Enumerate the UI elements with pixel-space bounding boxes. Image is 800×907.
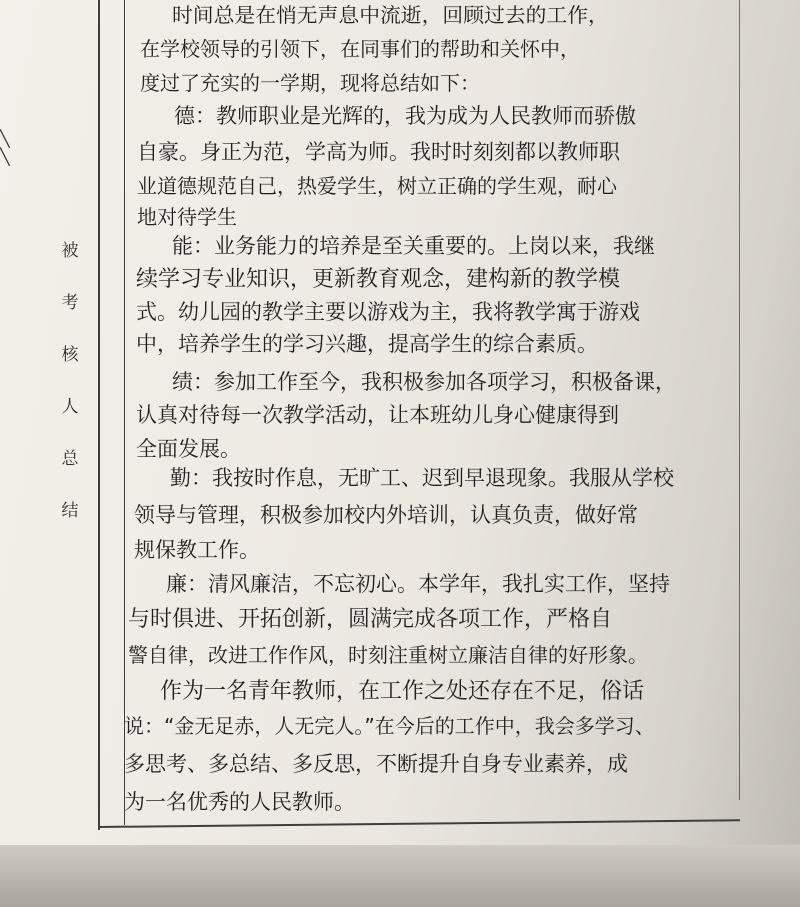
summary-line: 在学校领导的引领下，在同事们的帮助和关怀中， <box>140 37 580 61</box>
summary-line: 中，培养学生的学习兴趣，提高学生的综合素质。 <box>136 332 598 356</box>
summary-line: 续学习专业知识，更新教育观念，建构新的教学模 <box>136 267 621 292</box>
right-border-line <box>739 0 740 800</box>
summary-line: 业道德规范自己，热爱学生，树立正确的学生观，耐心 <box>137 174 617 198</box>
summary-line: 与时俱进、开拓创新，圆满完成各项工作，严格自 <box>128 607 613 632</box>
paper-shadow <box>0 845 800 907</box>
summary-line: 时间总是在悄无声息中流逝，回顾过去的工作， <box>172 3 609 27</box>
label-char: 被 <box>61 241 79 261</box>
summary-line: 廉：清风廉洁，不忘初心。本学年，我扎实工作，坚持 <box>166 572 670 596</box>
summary-line: 度过了充实的一学期，现将总结如下： <box>140 71 480 95</box>
summary-line: 警自律，改进工作作风，时刻注重树立廉洁自律的好形象。 <box>128 643 648 667</box>
summary-line: 多思考、多总结、多反思，不断提升自身专业素养，成 <box>124 752 628 776</box>
label-char: 结 <box>61 501 79 521</box>
summary-line: 地对待学生 <box>137 205 237 229</box>
summary-line: 认真对待每一次教学活动，让本班幼儿身心健康得到 <box>136 403 619 427</box>
summary-line: 说：“金无足赤，人无完人。”在今后的工作中，我会多学习、 <box>124 714 655 738</box>
summary-line: 绩：参加工作至今，我积极参加各项学习，积极备课， <box>172 370 676 394</box>
summary-line: 为一名优秀的人民教师。 <box>124 790 355 814</box>
summary-line: 德：教师职业是光辉的，我为成为人民教师而骄傲 <box>174 104 636 128</box>
summary-line: 自豪。身正为范，学高为师。我时时刻刻都以教师职 <box>137 140 620 164</box>
summary-line: 能：业务能力的培养是至关重要的。上岗以来，我继 <box>172 234 655 258</box>
summary-line: 领导与管理，积极参加校内外培训，认真负责，做好常 <box>134 503 638 527</box>
label-char: 考 <box>61 293 79 313</box>
edge-scribble: ╲ ╲ <box>0 129 10 166</box>
summary-line: 勤：我按时作息，无旷工、迟到早退现象。我服从学校 <box>170 466 674 490</box>
summary-line: 规保教工作。 <box>134 538 260 562</box>
label-char: 核 <box>61 345 79 365</box>
form-label-evaluatee-summary <box>58 225 82 537</box>
text-column-left-line <box>124 0 125 825</box>
label-char: 人 <box>61 397 79 417</box>
summary-line: 式。幼儿园的教学主要以游戏为主，我将教学寓于游戏 <box>136 300 640 324</box>
summary-line: 作为一名青年教师，在工作之处还存在不足，俗话 <box>160 679 645 704</box>
label-char: 总 <box>61 449 79 469</box>
left-border-line <box>98 0 100 830</box>
summary-line: 全面发展。 <box>136 437 241 461</box>
